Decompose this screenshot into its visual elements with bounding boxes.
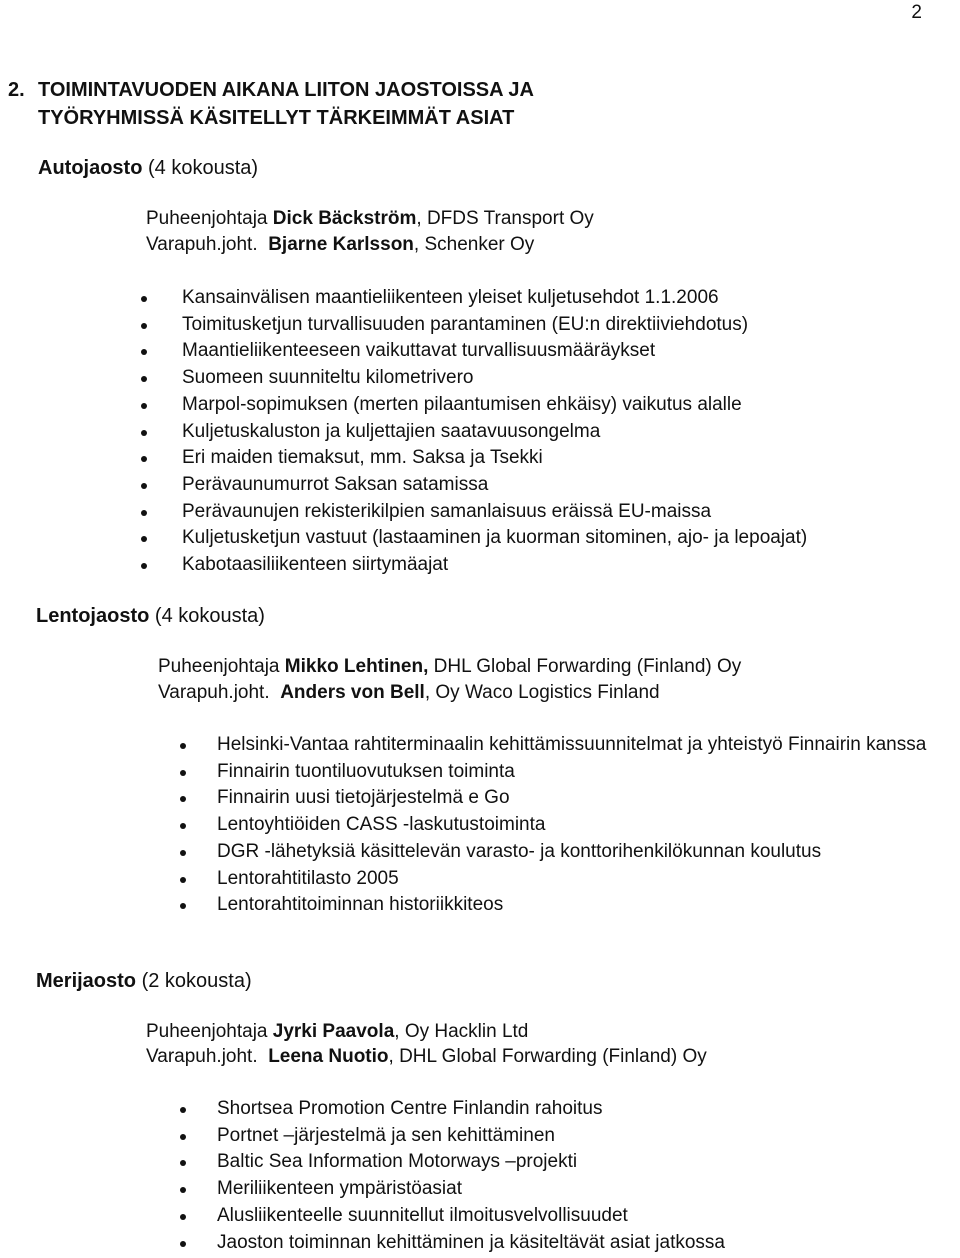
vice-name: Bjarne Karlsson — [268, 234, 414, 255]
list-item: Lentoyhtiöiden CASS -laskutustoiminta — [217, 812, 960, 839]
list-item: Maantieliikenteeseen vaikuttavat turvallisuusmääräykset — [182, 338, 807, 365]
list-item: Finnairin tuontiluovutuksen toiminta — [217, 759, 960, 786]
lentojaosto-topic-list — [217, 732, 960, 919]
list-item: Meriliikenteen ympäristöasiat — [217, 1176, 725, 1203]
list-item: Marpol-sopimuksen (merten pilaantumisen ehkäisy) vaikutus alalle — [182, 392, 807, 419]
autojaosto-topic-list — [182, 285, 807, 579]
list-item: Kuljetuskaluston ja kuljettajien saatavuusongelma — [182, 419, 807, 446]
autojaosto-vice-chair — [146, 234, 534, 256]
merijaosto-vice-chair — [146, 1046, 707, 1068]
list-item: Lentorahtitilasto 2005 — [217, 866, 960, 893]
vice-name: Anders von Bell — [280, 682, 425, 703]
chair-name: Mikko Lehtinen, — [284, 656, 429, 677]
chair-name: Jyrki Paavola — [272, 1021, 395, 1042]
vice-name: Leena Nuotio — [268, 1046, 389, 1067]
chair-label: Puheenjohtaja — [146, 1021, 268, 1042]
list-item: Alusliikenteelle suunnitellut ilmoitusvelvollisuudet — [217, 1203, 725, 1230]
list-item: Perävaunumurrot Saksan satamissa — [182, 472, 807, 499]
autojaosto-chair — [146, 208, 594, 230]
list-item: Kabotaasiliikenteen siirtymäajat — [182, 552, 807, 579]
chair-label: Puheenjohtaja — [158, 656, 280, 677]
chair-org: , Oy Hacklin Ltd — [394, 1021, 529, 1042]
chair-label: Puheenjohtaja — [146, 208, 268, 229]
vice-org: , Oy Waco Logistics Finland — [424, 682, 660, 703]
heading-line-1: TOIMINTAVUODEN AIKANA LIITON JAOSTOISSA JA — [38, 79, 534, 101]
lentojaosto-vice-chair — [158, 682, 660, 704]
chair-org: , DFDS Transport Oy — [416, 208, 594, 229]
vice-label: Varapuh.joht. — [158, 682, 270, 703]
autojaosto-name: Autojaosto — [38, 157, 143, 179]
section-heading — [8, 76, 534, 132]
list-item: Toimitusketjun turvallisuuden parantaminen (EU:n direktiiviehdotus) — [182, 312, 807, 339]
merijaosto-chair — [146, 1021, 528, 1043]
list-item: Kansainvälisen maantieliikenteen yleiset kuljetusehdot 1.1.2006 — [182, 285, 807, 312]
autojaosto-meetings: (4 kokousta) — [148, 157, 259, 179]
list-item: Eri maiden tiemaksut, mm. Saksa ja Tsekki — [182, 445, 807, 472]
list-item: Kuljetusketjun vastuut (lastaaminen ja kuorman sitominen, ajo- ja lepoajat) — [182, 525, 807, 552]
lentojaosto-name: Lentojaosto — [36, 605, 150, 627]
list-item: Suomeen suunniteltu kilometrivero — [182, 365, 807, 392]
merijaosto-name: Merijaosto — [36, 970, 137, 992]
merijaosto-title — [36, 970, 252, 992]
merijaosto-topic-list — [217, 1096, 725, 1256]
list-item: Jaoston toiminnan kehittäminen ja käsiteltävät asiat jatkossa — [217, 1230, 725, 1257]
vice-label: Varapuh.joht. — [146, 234, 258, 255]
chair-org: DHL Global Forwarding (Finland) Oy — [428, 656, 742, 677]
lentojaosto-chair — [158, 656, 741, 678]
list-item: Helsinki-Vantaa rahtiterminaalin kehittämissuunnitelmat ja yhteistyö Finnairin kanssa — [217, 732, 960, 759]
list-item: Finnairin uusi tietojärjestelmä e Go — [217, 785, 960, 812]
heading-line-2: TYÖRYHMISSÄ KÄSITELLYT TÄRKEIMMÄT ASIAT — [38, 107, 515, 129]
vice-org: , Schenker Oy — [413, 234, 535, 255]
lentojaosto-meetings: (4 kokousta) — [154, 605, 265, 627]
list-item: Shortsea Promotion Centre Finlandin rahoitus — [217, 1096, 725, 1123]
list-item: DGR -lähetyksiä käsittelevän varasto- ja konttorihenkilökunnan koulutus — [217, 839, 960, 866]
page-number: 2 — [911, 2, 922, 23]
list-item: Lentorahtitoiminnan historiikkiteos — [217, 892, 960, 919]
vice-org: , DHL Global Forwarding (Finland) Oy — [388, 1046, 707, 1067]
vice-label: Varapuh.joht. — [146, 1046, 258, 1067]
list-item: Baltic Sea Information Motorways –projekti — [217, 1149, 725, 1176]
lentojaosto-title — [36, 605, 265, 627]
list-item: Perävaunujen rekisterikilpien samanlaisuus eräissä EU-maissa — [182, 499, 807, 526]
merijaosto-meetings: (2 kokousta) — [141, 970, 252, 992]
list-item: Portnet –järjestelmä ja sen kehittäminen — [217, 1123, 725, 1150]
chair-name: Dick Bäckström — [272, 208, 417, 229]
autojaosto-title — [38, 157, 258, 179]
heading-number: 2. — [8, 79, 25, 101]
